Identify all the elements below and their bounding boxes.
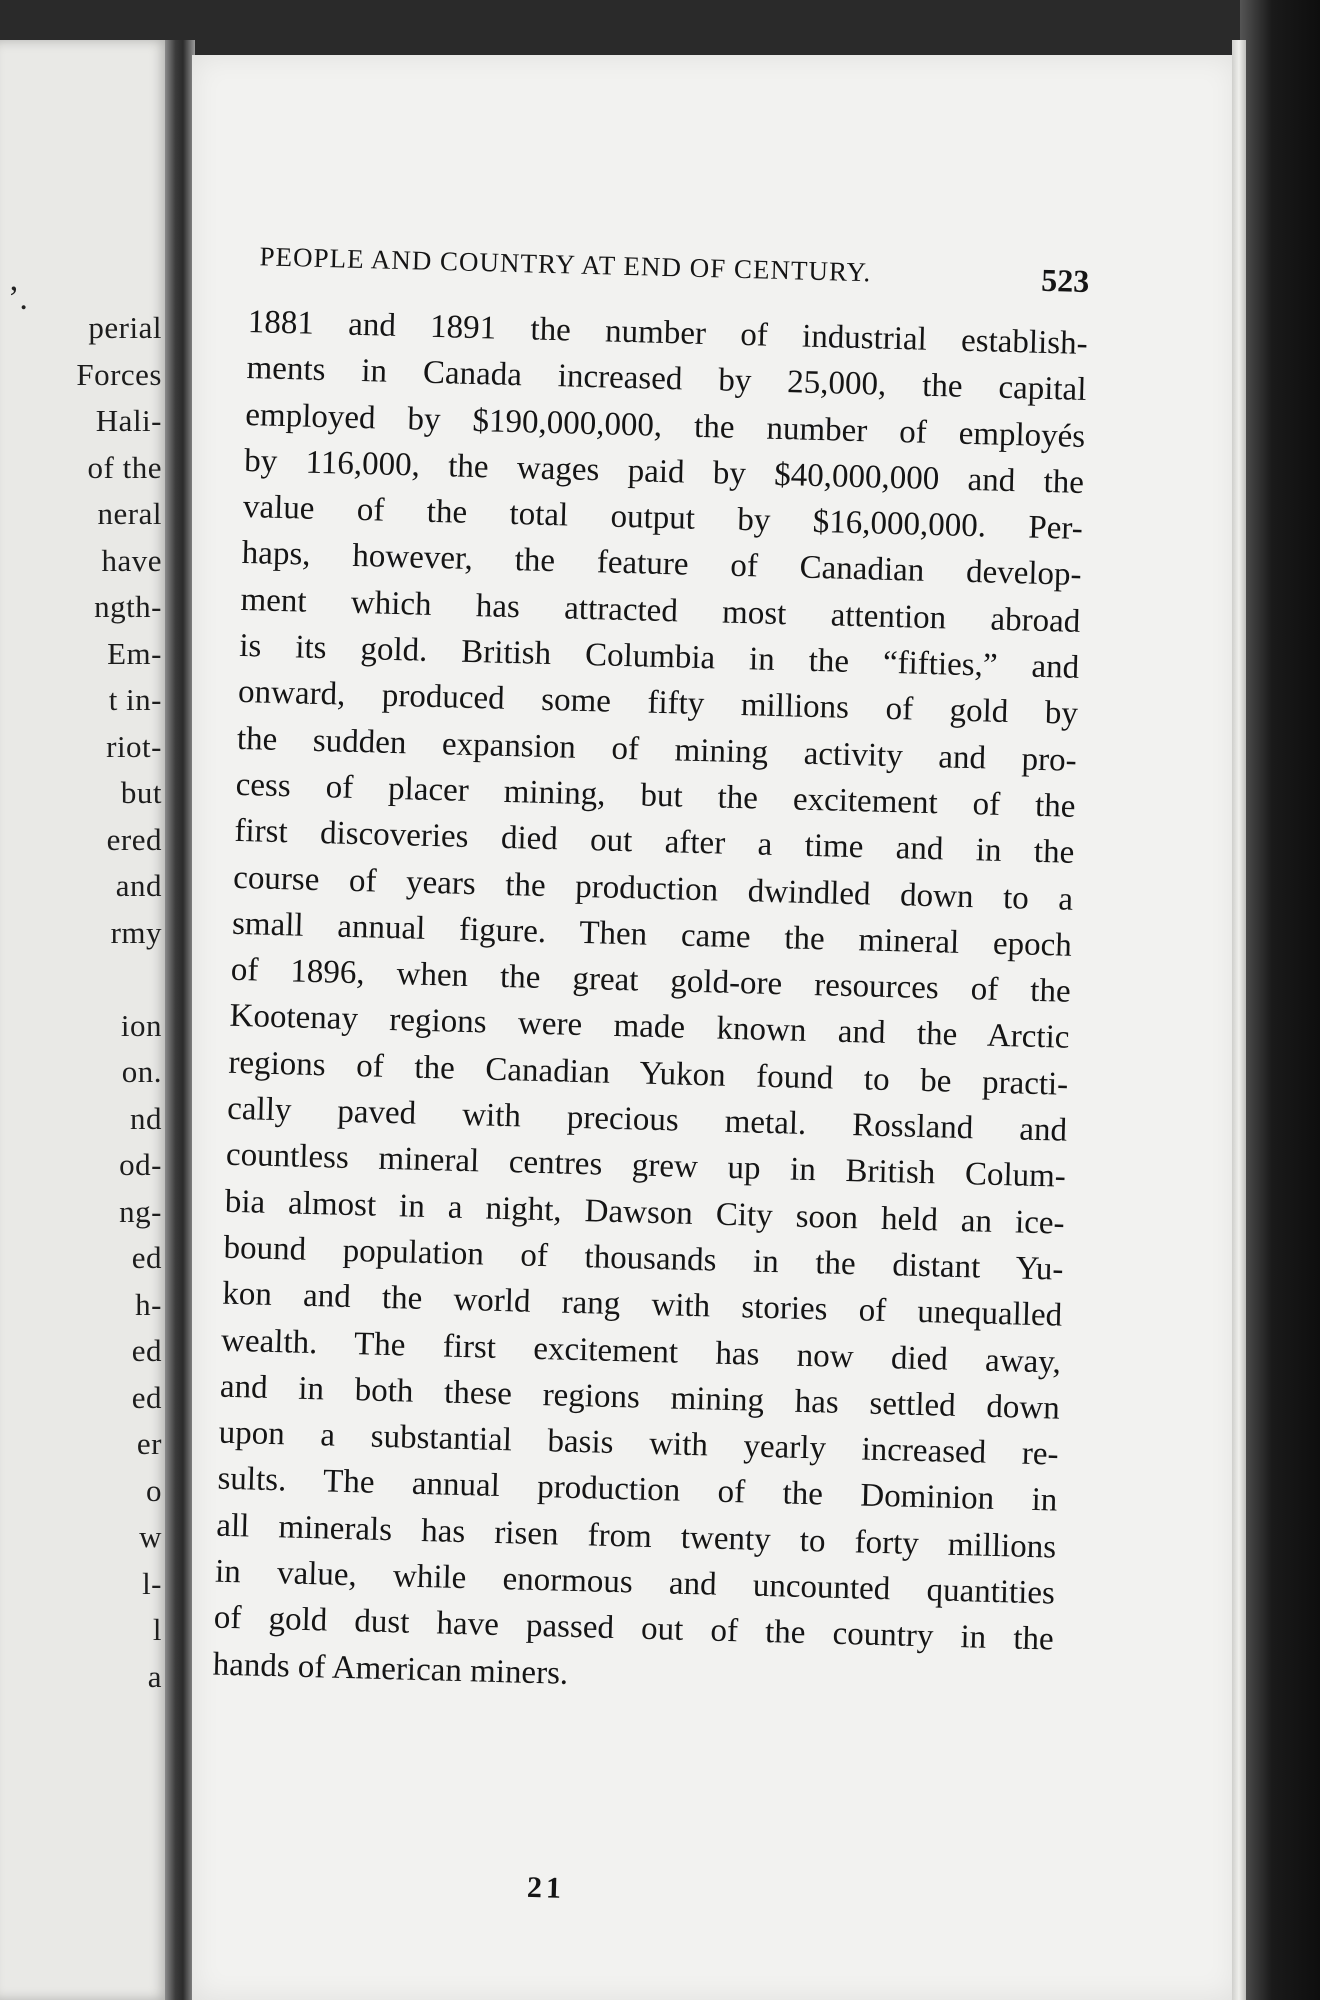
previous-page-line: ed: [131, 1240, 162, 1275]
body-line: is its gold. British Columbia in the “fifties,” and: [238, 627, 1080, 686]
body-line: employed by $190,000,000, the number of employés: [244, 396, 1086, 455]
body-line: small annual figure. Then came the mineral epoch: [231, 905, 1073, 964]
previous-page-line: but: [120, 775, 162, 810]
previous-page-line: ered: [106, 821, 162, 857]
body-line: value of the total output by $16,000,000. Per-: [242, 489, 1084, 548]
previous-page-line: of the: [87, 449, 162, 485]
body-line: all minerals has risen from twenty to forty millions: [215, 1507, 1057, 1566]
previous-page-line: w: [139, 1519, 162, 1554]
body-line: ments in Canada increased by 25,000, the capital: [246, 350, 1087, 409]
previous-page-line: ed: [131, 1379, 162, 1415]
body-line: and in both these regions mining has settled down: [219, 1368, 1061, 1427]
previous-page-line: ngth-: [94, 589, 162, 624]
body-line: Kootenay regions were made known and the Arctic: [229, 998, 1070, 1057]
body-text: [212, 299, 1088, 1709]
previous-page-line: riot-: [106, 728, 162, 764]
body-line: haps, however, the feature of Canadian develop-: [241, 535, 1082, 594]
previous-page-line: Em-: [107, 635, 162, 671]
previous-page-line: od-: [119, 1147, 162, 1182]
previous-page-line: Hali-: [95, 403, 162, 438]
body-line: bound population of thousands in the distant Yu-: [223, 1229, 1064, 1288]
body-line: onward, produced some fifty millions of gold by: [237, 674, 1079, 733]
body-line: regions of the Canadian Yukon found to be practi-: [228, 1044, 1069, 1103]
previous-page-line: neral: [97, 496, 162, 531]
running-head: PEOPLE AND COUNTRY AT END OF CENTURY.: [259, 241, 872, 288]
body-line: 1881 and 1891 the number of industrial establish-: [247, 304, 1089, 363]
body-line: bia almost in a night, Dawson City soon held an ice-: [224, 1183, 1066, 1242]
body-line: hands of American miners.: [212, 1646, 569, 1692]
previous-page-line: ion: [120, 1007, 162, 1043]
previous-page: [0, 40, 170, 2000]
body-line: by 116,000, the wages paid by $40,000,000 and the: [243, 442, 1085, 501]
previous-page-line: on.: [121, 1054, 162, 1089]
previous-page-line: perial: [88, 310, 162, 345]
previous-page-line: nd: [130, 1100, 162, 1136]
previous-page-line: rmy: [110, 914, 162, 950]
previous-page-line: ng-: [119, 1193, 162, 1229]
previous-page-line: o: [146, 1472, 162, 1508]
body-line: upon a substantial basis with yearly increased re-: [218, 1414, 1059, 1473]
previous-page-line: h-: [135, 1286, 162, 1322]
book-spine: [165, 40, 195, 2000]
previous-page-line: a: [147, 1658, 162, 1694]
body-line: cally paved with precious metal. Rossland and: [226, 1090, 1068, 1149]
previous-page-line: and: [115, 868, 162, 903]
previous-page-stray-mark: ʼ.: [8, 280, 28, 317]
previous-page-line: er: [136, 1426, 162, 1461]
body-line: countless mineral centres grew up in British Colum-: [225, 1137, 1067, 1196]
previous-page-line: have: [101, 542, 162, 578]
previous-page-line: ed: [131, 1333, 162, 1368]
previous-page-line: l-: [142, 1565, 162, 1601]
body-line: the sudden expansion of mining activity and pro-: [236, 720, 1078, 779]
previous-page-line: Forces: [76, 356, 162, 392]
signature-mark: 21: [526, 1870, 566, 1905]
scanner-backdrop: [1240, 0, 1320, 2000]
page-number: 523: [1040, 261, 1090, 300]
body-line: ment which has attracted most attention abroad: [240, 581, 1081, 640]
body-line: course of years the production dwindled down to a: [232, 859, 1074, 918]
body-line: of gold dust have passed out of the country in the: [213, 1599, 1055, 1658]
body-line: kon and the world rang with stories of unequalled: [221, 1275, 1063, 1334]
previous-page-line: l: [152, 1612, 162, 1647]
body-line: cess of placer mining, but the excitement of the: [235, 766, 1076, 825]
body-line: of 1896, when the great gold-ore resources of the: [230, 951, 1072, 1010]
body-line: sults. The annual production of the Dominion in: [217, 1461, 1058, 1520]
body-line: in value, while enormous and uncounted quantities: [214, 1553, 1056, 1612]
body-line: first discoveries died out after a time and in the: [234, 813, 1075, 872]
body-line: wealth. The first excitement has now died away,: [220, 1322, 1062, 1381]
previous-page-line: t in-: [108, 682, 162, 717]
page-edge: [1232, 40, 1246, 2000]
